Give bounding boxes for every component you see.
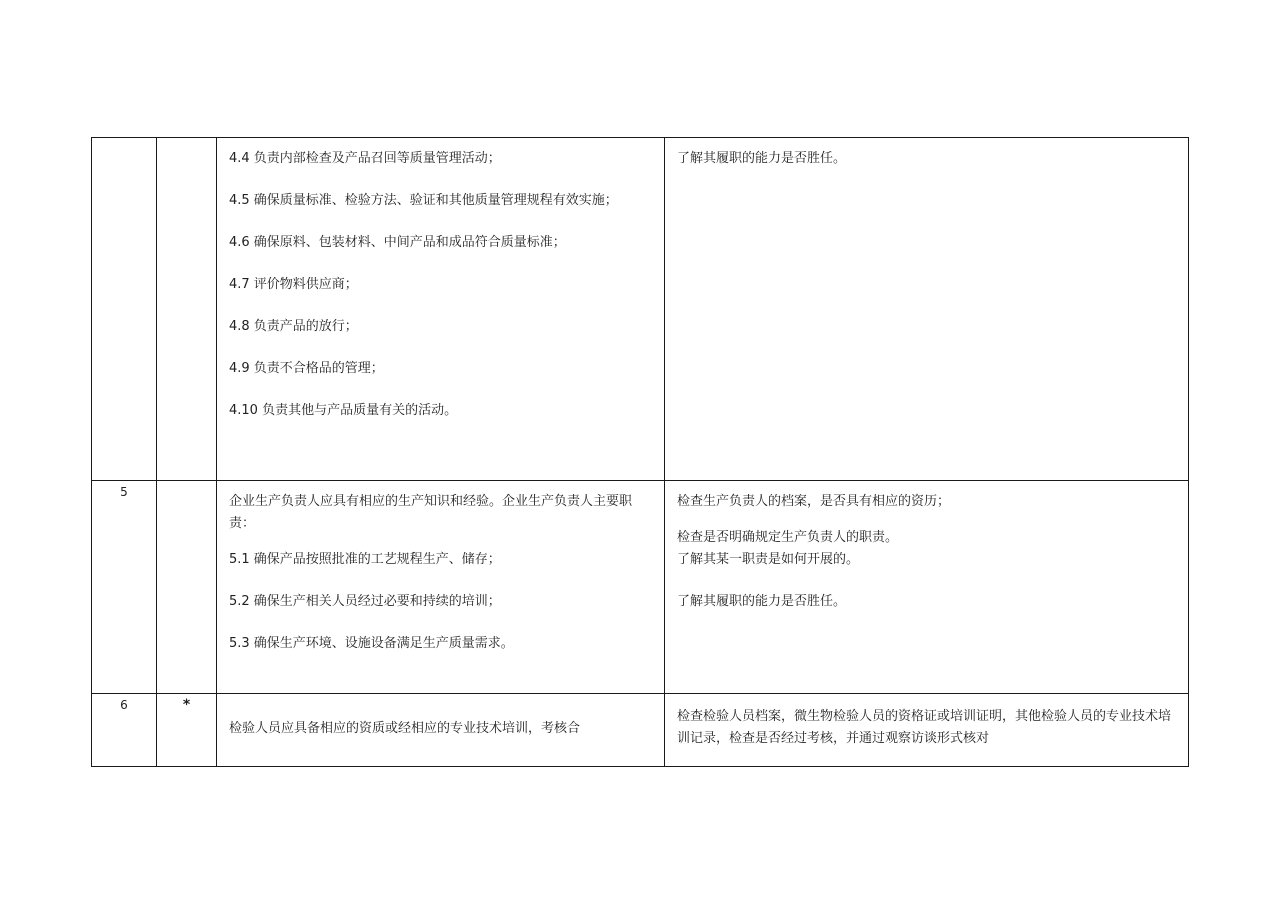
requirement-cell <box>217 694 665 767</box>
requirement-cell <box>217 481 665 694</box>
item-number-cell <box>92 694 157 767</box>
requirement-text: 5.2 确保生产相关人员经过必要和持续的培训； <box>229 594 501 609</box>
item-number: 5 <box>120 485 128 499</box>
key-item-mark-cell <box>157 138 217 481</box>
requirement-text: 企业生产负责人应具有相应的生产知识和经验。企业生产负责人主要职责： <box>229 494 633 531</box>
requirement-text: 4.7 评价物料供应商； <box>229 277 358 292</box>
table-row <box>92 481 1189 694</box>
method-text: 检查检验人员档案，微生物检验人员的资格证或培训证明，其他检验人员的专业技术培训记录，检查是否经过考核，并通过观察访谈形式核对 <box>677 709 1172 746</box>
table-row <box>92 694 1189 767</box>
method-text: 检查是否明确规定生产负责人的职责。 <box>677 530 899 545</box>
requirement-text: 检验人员应具备相应的资质或经相应的专业技术培训，考核合 <box>229 721 581 736</box>
requirement-cell <box>217 138 665 481</box>
key-item-mark: * <box>182 697 191 713</box>
requirement-text: 5.3 确保生产环境、设施设备满足生产质量需求。 <box>229 636 514 651</box>
requirement-text: 4.4 负责内部检查及产品召回等质量管理活动； <box>229 151 501 166</box>
method-text: 了解其履职的能力是否胜任。 <box>677 594 847 609</box>
method-text: 了解其履职的能力是否胜任。 <box>677 151 847 166</box>
method-text: 了解其某一职责是如何开展的。 <box>677 552 860 567</box>
requirement-text: 4.9 负责不合格品的管理； <box>229 361 384 376</box>
inspection-method-cell <box>665 481 1189 694</box>
table-row <box>92 138 1189 481</box>
inspection-method-cell <box>665 138 1189 481</box>
item-number: 6 <box>120 698 128 712</box>
requirement-text: 5.1 确保产品按照批准的工艺规程生产、储存； <box>229 552 501 567</box>
item-number-cell <box>92 138 157 481</box>
requirement-text: 4.5 确保质量标准、检验方法、验证和其他质量管理规程有效实施； <box>229 193 618 208</box>
inspection-method-cell <box>665 694 1189 767</box>
method-text: 检查生产负责人的档案，是否具有相应的资历； <box>677 494 951 509</box>
item-number-cell <box>92 481 157 694</box>
requirement-text: 4.10 负责其他与产品质量有关的活动。 <box>229 403 458 418</box>
key-item-mark-cell <box>157 694 217 767</box>
requirement-text: 4.6 确保原料、包装材料、中间产品和成品符合质量标准； <box>229 235 566 250</box>
key-item-mark-cell <box>157 481 217 694</box>
inspection-table <box>91 137 1189 767</box>
requirement-text: 4.8 负责产品的放行； <box>229 319 358 334</box>
